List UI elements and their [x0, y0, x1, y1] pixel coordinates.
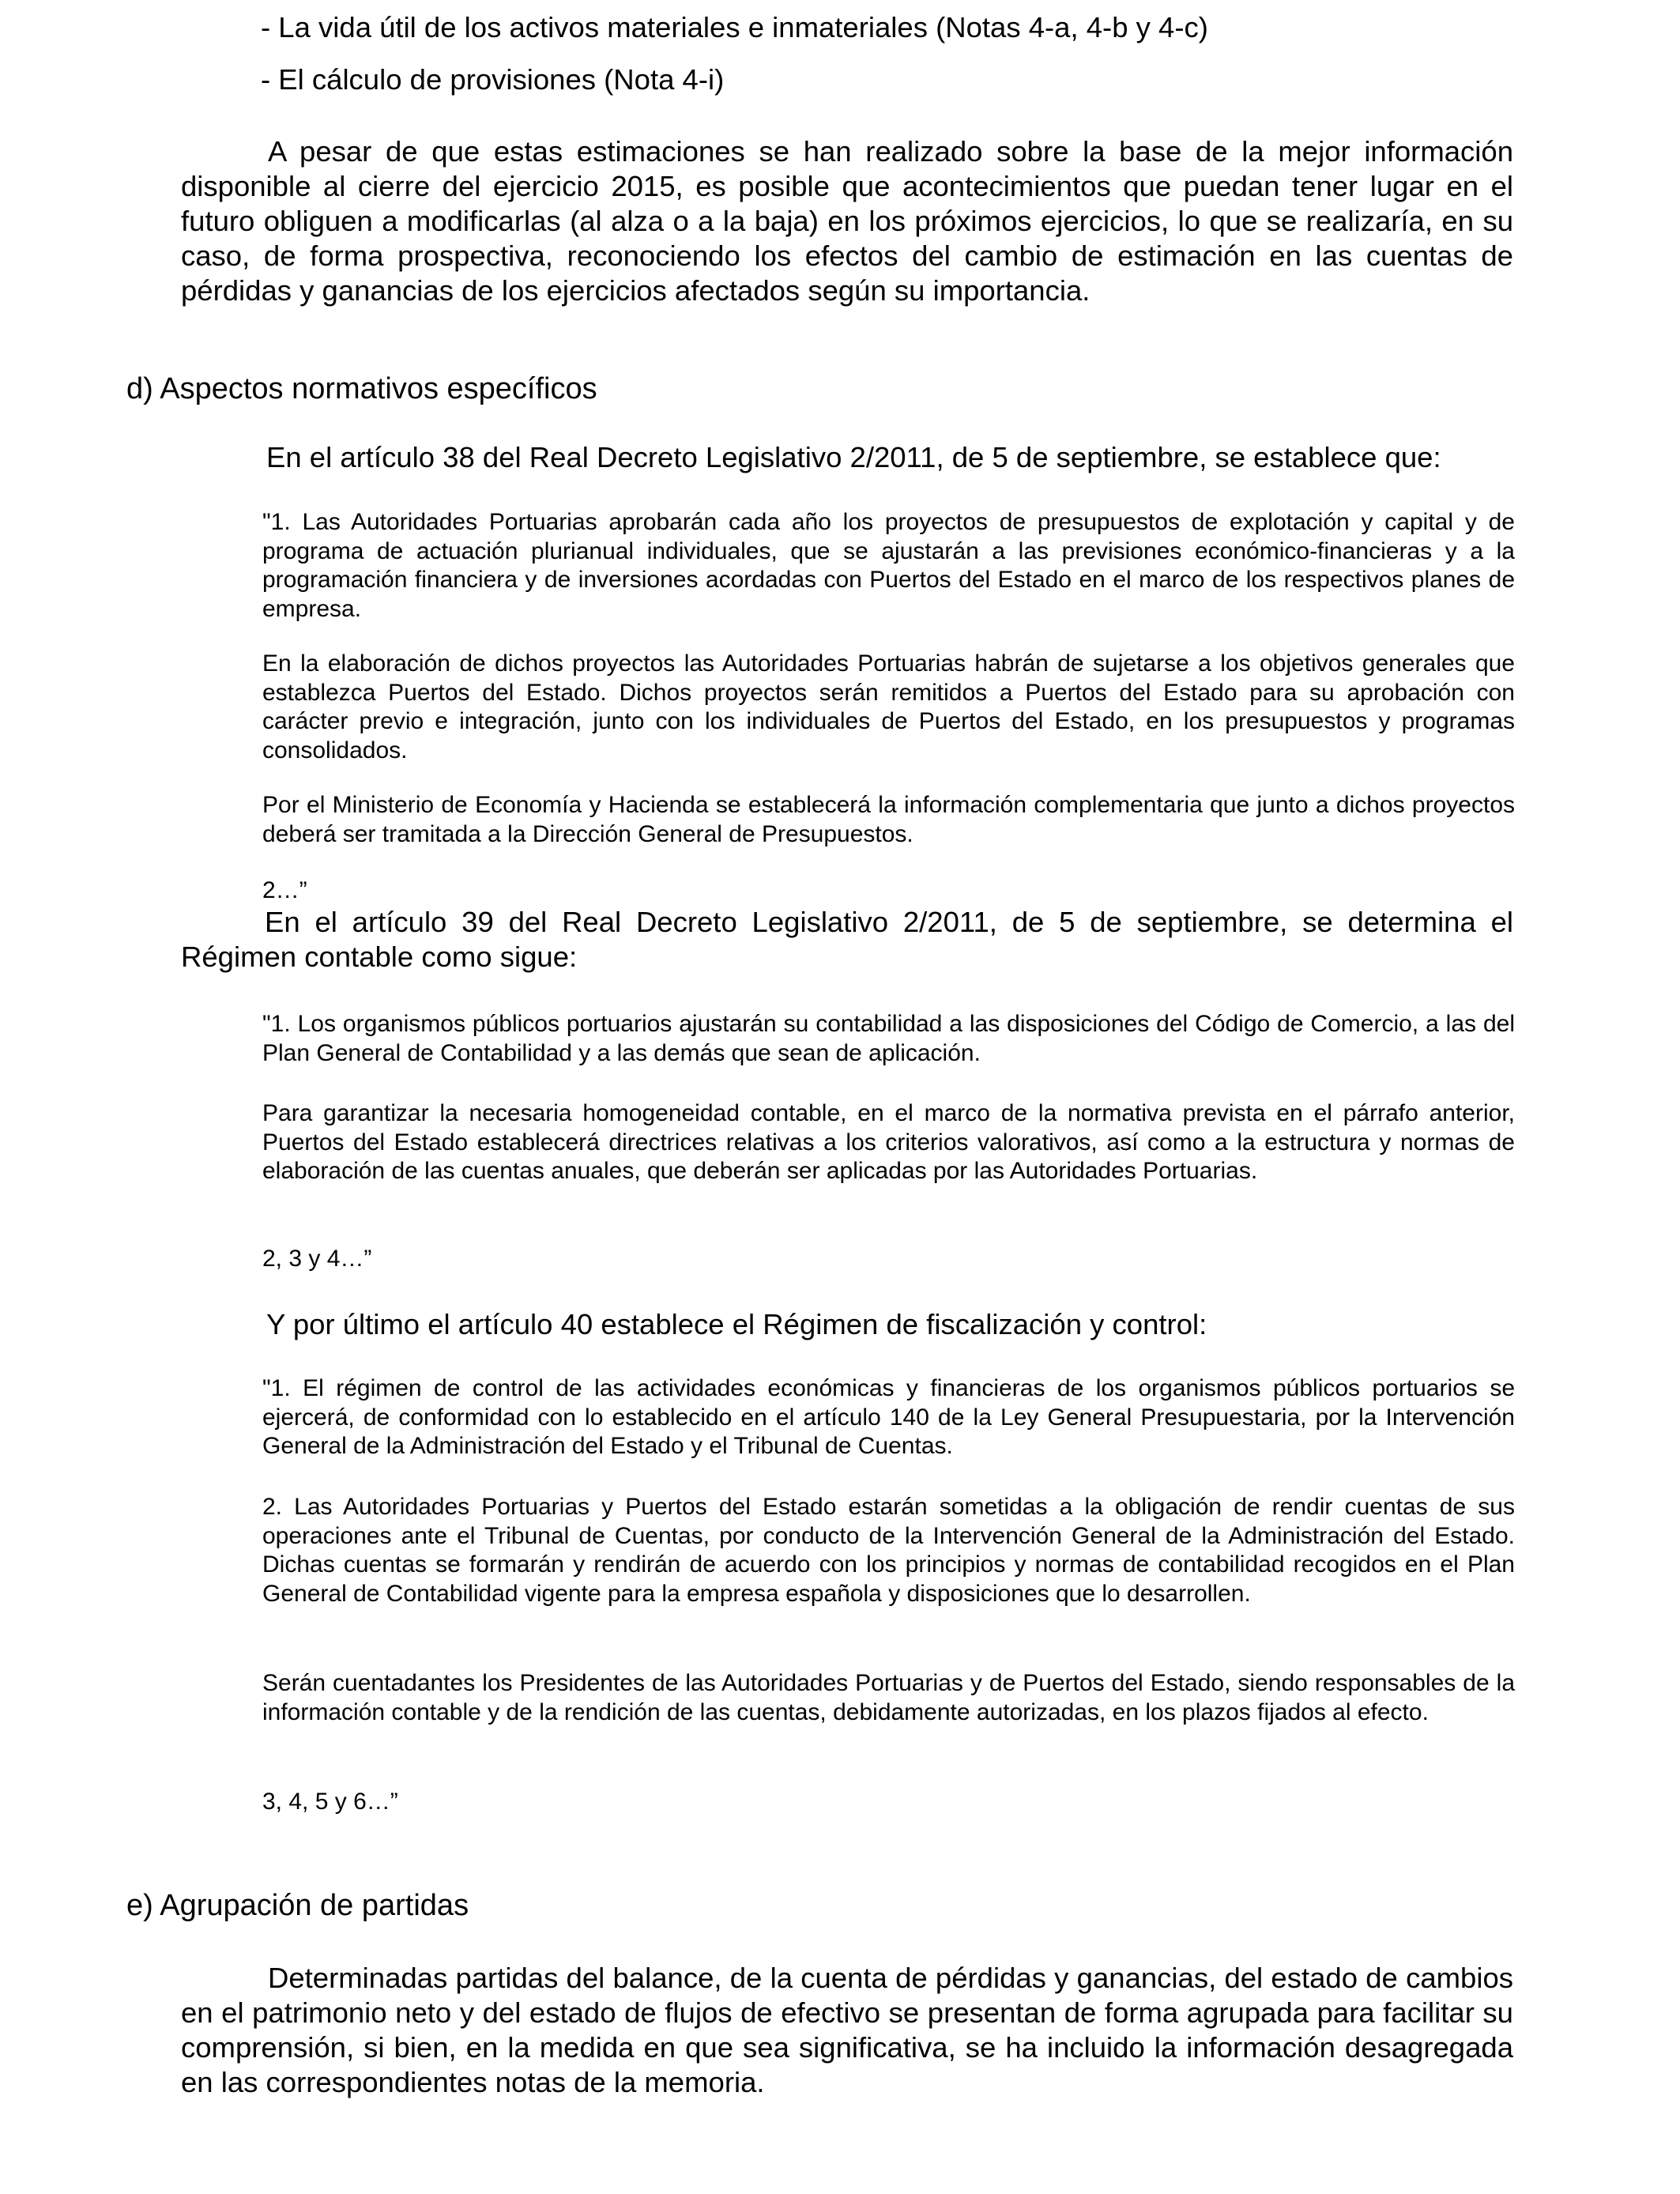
art40-quote-p3: Serán cuentadantes los Presidentes de las Autoridades Portuarias y de Puertos del Estado, siendo responsables de la información contable y de la rendición de las cuentas, debidamente autorizadas, en los plazos fijados al efecto. — [262, 1670, 1515, 1725]
section-e-paragraph: Determinadas partidas del balance, de la cuenta de pérdidas y ganancias, del estado de cambios en el patrimonio neto y del estado de flujos de efectivo se presentan de forma agrupada para facilitar su comprensión, si bien, en la medida en que sea significativa, se ha incluido la información desagregada en las correspondientes notas de la memoria. — [181, 1962, 1513, 2098]
art38-quote-p2: En la elaboración de dichos proyectos las Autoridades Portuarias habrán de sujetarse a los objetivos generales que establezca Puertos del Estado. Dichos proyectos serán remitidos a Puertos del Estado para su aprobación con carácter previo e integración, junto con los individuales de Puertos del Estado, en los presupuestos y programas consolidados. — [262, 650, 1515, 763]
bullet-item: - El cálculo de provisiones (Nota 4-i) — [261, 63, 725, 96]
art38-quote-p3: Por el Ministerio de Economía y Hacienda se establecerá la información complementaria que junto a dichos proyectos deberá ser tramitada a la Dirección General de Presupuestos. — [262, 792, 1515, 847]
art39-quote-p1: "1. Los organismos públicos portuarios ajustarán su contabilidad a las disposiciones del Código de Comercio, a las del Plan General de Contabilidad y a las demás que sean de aplicación. — [262, 1011, 1515, 1066]
art40-quote-p1: "1. El régimen de control de las actividades económicas y financieras de los organismos públicos portuarios se ejercerá, de conformidad con lo establecido en el artículo 140 de la Ley General Presupuestaria, por la Intervención General de la Administración del Estado y el Tribunal de Cuentas. — [262, 1375, 1515, 1459]
art40-quote-end: 3, 4, 5 y 6…” — [262, 1789, 398, 1815]
art38-intro: En el artículo 38 del Real Decreto Legislativo 2/2011, de 5 de septiembre, se establece que: — [266, 441, 1441, 473]
section-e-heading: e) Agrupación de partidas — [126, 1889, 469, 1922]
section-d-heading: d) Aspectos normativos específicos — [126, 372, 597, 405]
art39-quote-end: 2, 3 y 4…” — [262, 1246, 372, 1272]
art38-quote-p1: "1. Las Autoridades Portuarias aprobarán cada año los proyectos de presupuestos de explotación y capital y de programa de actuación plurianual individuales, que se ajustarán a las previsiones económico-financieras y a la programación financiera y de inversiones acordadas con Puertos del Estado en el marco de los respectivos planes de empresa. — [262, 509, 1515, 622]
bullet-item: - La vida útil de los activos materiales e inmateriales (Notas 4-a, 4-b y 4-c) — [261, 11, 1208, 43]
art39-intro: En el artículo 39 del Real Decreto Legislativo 2/2011, de 5 de septiembre, se determina el Régimen contable como sigue: — [181, 906, 1513, 973]
art38-quote-end: 2…” — [262, 877, 307, 903]
estimations-paragraph: A pesar de que estas estimaciones se han realizado sobre la base de la mejor información disponible al cierre del ejercicio 2015, es posible que acontecimientos que puedan tener lugar en el futuro obliguen a modificarlas (al alza o a la baja) en los próximos ejercicios, lo que se realizaría, en su caso, de forma prospectiva, reconociendo los efectos del cambio de estimación en las cuentas de pérdidas y ganancias de los ejercicios afectados según su importancia. — [181, 135, 1513, 307]
art40-quote-p2: 2. Las Autoridades Portuarias y Puertos del Estado estarán sometidas a la obligación de rendir cuentas de sus operaciones ante el Tribunal de Cuentas, por conducto de la Intervención General de la Administración del Estado. Dichas cuentas se formarán y rendirán de acuerdo con los principios y normas de contabilidad recogidos en el Plan General de Contabilidad vigente para la empresa española y disposiciones que lo desarrollen. — [262, 1494, 1515, 1607]
art39-quote-p2: Para garantizar la necesaria homogeneidad contable, en el marco de la normativa prevista en el párrafo anterior, Puertos del Estado establecerá directrices relativas a los criterios valorativos, así como a la estructura y normas de elaboración de las cuentas anuales, que deberán ser aplicadas por las Autoridades Portuarias. — [262, 1100, 1515, 1184]
art40-intro: Y por último el artículo 40 establece el Régimen de fiscalización y control: — [266, 1308, 1207, 1340]
